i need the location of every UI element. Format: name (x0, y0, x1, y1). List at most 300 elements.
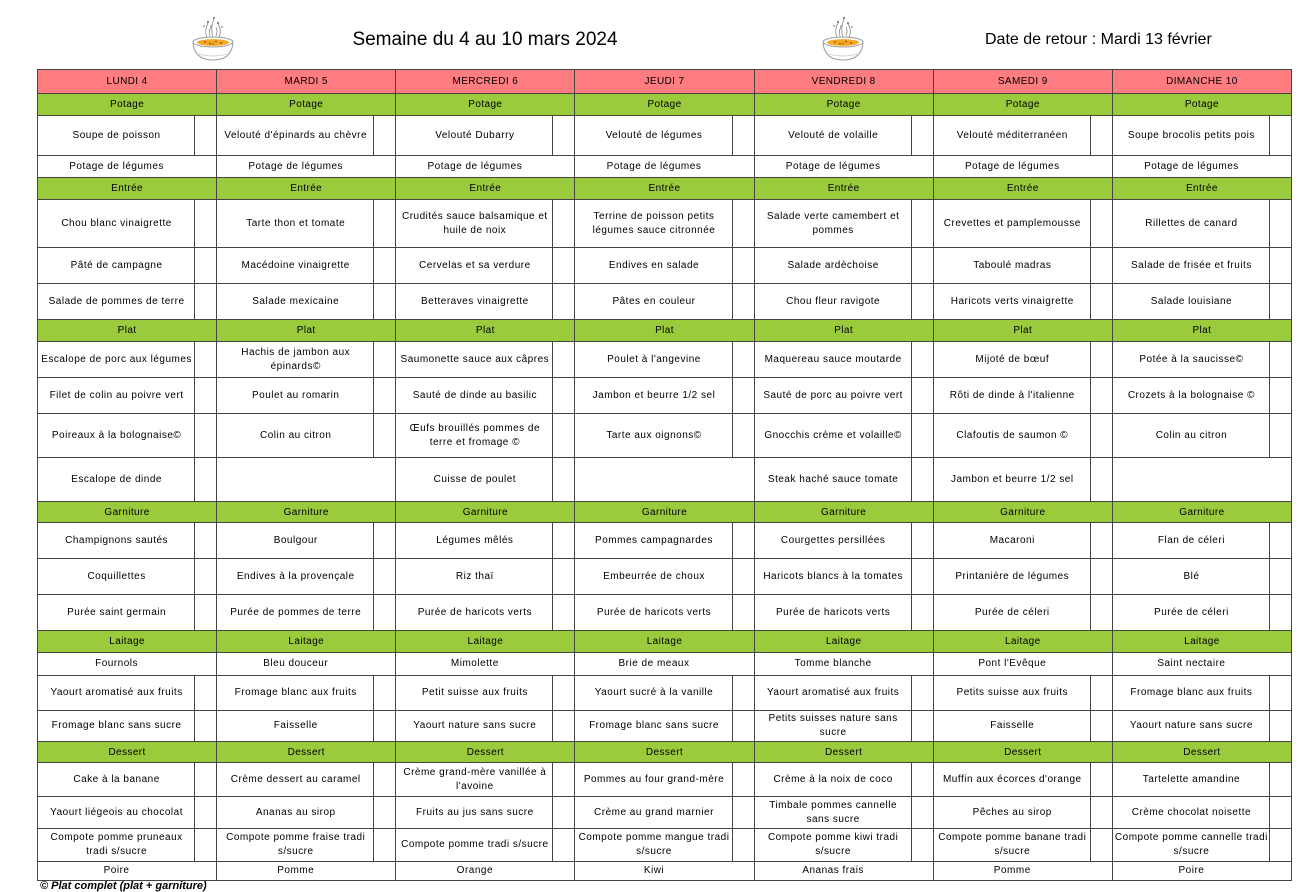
menu-item: Pêches au sirop (972, 806, 1052, 818)
section-header: Entrée (38, 178, 217, 200)
menu-item: Potage de légumes (1144, 160, 1239, 172)
cell-jeudi (575, 116, 754, 156)
cell-samedi (934, 797, 1113, 829)
section-header-row-laitage (38, 631, 1292, 653)
menu-item: Velouté de volaille (788, 129, 879, 141)
section-header: Potage (1113, 94, 1292, 116)
menu-item: Purée de haricots verts (775, 606, 891, 618)
menu-item: Crème à la noix de coco (773, 773, 893, 785)
cell-mardi (217, 414, 396, 458)
menu-item: Escalope de dinde (71, 473, 162, 485)
cell-lundi (38, 829, 217, 862)
menu-item: Purée de céleri (1154, 606, 1229, 618)
menu-item: Sauté de porc au poivre vert (763, 389, 903, 401)
cell-mardi (217, 595, 396, 631)
menu-item: Hachis de jambon aux épinards© (241, 346, 351, 372)
cell-samedi (934, 763, 1113, 797)
menu-item: Fromage blanc aux fruits (234, 687, 357, 698)
menu-item: Riz thaï (455, 570, 494, 582)
cell-mardi (217, 116, 396, 156)
section-header-row-garniture (38, 502, 1292, 523)
menu-item: Yaourt nature sans sucre (413, 720, 537, 731)
cell-mercredi (396, 797, 575, 829)
cell-samedi (934, 378, 1113, 414)
menu-item: Mimolette (450, 658, 499, 669)
section-header: Laitage (1113, 631, 1292, 653)
menu-item: Timbale pommes cannelle sans sucre (769, 799, 898, 825)
day-header-mercredi: MERCREDI 6 (396, 70, 575, 94)
section-header: Entrée (1113, 178, 1292, 200)
menu-item: Flan de céleri (1157, 534, 1225, 546)
cell-mercredi (396, 653, 575, 676)
cell-lundi (38, 763, 217, 797)
cell-jeudi (575, 559, 754, 595)
menu-item: Yaourt aromatisé aux fruits (767, 687, 900, 698)
menu-item: Crozets à la bolognaise © (1127, 389, 1255, 401)
cell-samedi (934, 200, 1113, 248)
cell-dimanche (1113, 342, 1292, 378)
menu-item: Chou blanc vinaigrette (61, 217, 172, 229)
menu-item: Embeurrée de choux (603, 570, 705, 582)
day-header-row (38, 70, 1292, 94)
menu-item: Maquereau sauce moutarde (764, 353, 902, 365)
section-header: Garniture (38, 502, 217, 523)
cell-jeudi (575, 653, 754, 676)
cell-mardi (217, 378, 396, 414)
menu-item: Faisselle (990, 720, 1035, 731)
cell-samedi (934, 676, 1113, 711)
cell-vendredi (755, 378, 934, 414)
cell-vendredi (755, 200, 934, 248)
cell-dimanche (1113, 523, 1292, 559)
section-header: Potage (396, 94, 575, 116)
menu-item: Rôti de dinde à l'italienne (949, 389, 1075, 401)
menu-item: Tarte aux oignons© (606, 429, 702, 441)
menu-item: Poireaux à la bolognaise© (51, 429, 182, 441)
cell-lundi (38, 200, 217, 248)
day-header-samedi: SAMEDI 9 (934, 70, 1113, 94)
cell-jeudi (575, 676, 754, 711)
section-header: Dessert (575, 742, 754, 763)
cell-jeudi (575, 523, 754, 559)
laitage-row (38, 676, 1292, 711)
menu-item: Potage de légumes (427, 160, 523, 172)
cell-mardi (217, 559, 396, 595)
dessert-row (38, 797, 1292, 829)
menu-item: Velouté méditerranéen (956, 129, 1068, 141)
cell-mercredi (396, 378, 575, 414)
cell-dimanche (1113, 595, 1292, 631)
day-header-mardi: MARDI 5 (217, 70, 396, 94)
menu-item: Saumonette sauce aux câpres (400, 353, 550, 365)
section-header-row-plat (38, 320, 1292, 342)
menu-item: Terrine de poisson petits légumes sauce citronnée (592, 210, 716, 236)
menu-item: Yaourt nature sans sucre (1129, 720, 1253, 731)
menu-item: Saint nectaire (1157, 658, 1226, 669)
menu-item: Boulgour (273, 534, 318, 546)
potage-row (38, 116, 1292, 156)
footnote: © Plat complet (plat + garniture) (40, 880, 207, 892)
menu-item: Kiwi (643, 865, 665, 876)
menu-item: Endives à la provençale (236, 570, 355, 582)
menu-item: Tarte thon et tomate (246, 217, 346, 229)
section-header: Plat (755, 320, 934, 342)
menu-item: Salade de pommes de terre (48, 295, 185, 307)
menu-item: Petits suisse aux fruits (956, 687, 1069, 698)
cell-mercredi (396, 595, 575, 631)
cell-lundi (38, 156, 217, 178)
section-header: Plat (934, 320, 1113, 342)
cell-lundi (38, 523, 217, 559)
menu-item: Purée saint germain (67, 606, 167, 618)
cell-vendredi (755, 797, 934, 829)
cell-lundi (38, 862, 217, 881)
menu-item: Crevettes et pamplemousse (943, 217, 1081, 229)
cell-dimanche (1113, 116, 1292, 156)
cell-mardi (217, 653, 396, 676)
cell-dimanche (1113, 156, 1292, 178)
section-header: Potage (934, 94, 1113, 116)
cell-samedi (934, 116, 1113, 156)
cell-mardi (217, 862, 396, 881)
cell-dimanche (1113, 248, 1292, 284)
menu-item: Printanière de légumes (955, 570, 1070, 582)
cell-samedi (934, 595, 1113, 631)
menu-item: Velouté de légumes (605, 129, 703, 141)
dessert-row (38, 862, 1292, 881)
cell-dimanche (1113, 284, 1292, 320)
menu-item: Fournols (95, 658, 139, 669)
menu-item: Haricots blancs à la tomates (763, 570, 903, 582)
cell-mercredi (396, 284, 575, 320)
section-header: Dessert (217, 742, 396, 763)
menu-item: Taboulé madras (973, 259, 1052, 271)
menu-item: Poire (103, 865, 130, 876)
cell-dimanche (1113, 653, 1292, 676)
laitage-row (38, 653, 1292, 676)
cell-jeudi (575, 797, 754, 829)
menu-item: Steak haché sauce tomate (767, 473, 899, 485)
cell-mercredi (396, 248, 575, 284)
menu-item: Compote pomme pruneaux tradi s/sucre (50, 832, 183, 857)
day-header-vendredi: VENDREDI 8 (755, 70, 934, 94)
cell-mardi (217, 248, 396, 284)
cell-jeudi (575, 763, 754, 797)
plat-row (38, 458, 1292, 502)
cell-vendredi (755, 763, 934, 797)
section-header: Plat (575, 320, 754, 342)
cell-jeudi (575, 200, 754, 248)
cell-mercredi (396, 711, 575, 742)
cell-lundi (38, 116, 217, 156)
cell-lundi (38, 378, 217, 414)
menu-item: Crème au grand marnier (594, 806, 714, 818)
cell-mercredi (396, 414, 575, 458)
menu-item: Mijoté de bœuf (975, 353, 1050, 365)
section-header: Garniture (396, 502, 575, 523)
cell-lundi (38, 653, 217, 676)
cell-dimanche (1113, 763, 1292, 797)
menu-item: Fromage blanc aux fruits (1130, 687, 1253, 698)
section-header: Plat (1113, 320, 1292, 342)
cell-lundi (38, 458, 217, 502)
cell-vendredi (755, 458, 934, 502)
entree-row (38, 200, 1292, 248)
cell-lundi (38, 414, 217, 458)
cell-dimanche (1113, 414, 1292, 458)
cell-samedi (934, 342, 1113, 378)
cell-samedi (934, 862, 1113, 881)
section-header: Dessert (755, 742, 934, 763)
cell-jeudi (575, 829, 754, 862)
menu-item: Compote pomme kiwi tradi s/sucre (767, 832, 899, 857)
cell-lundi (38, 559, 217, 595)
menu-item: Salade verte camembert et pommes (766, 210, 900, 236)
menu-item: Compote pomme tradi s/sucre (401, 839, 549, 850)
menu-table (37, 69, 1292, 881)
section-header: Entrée (396, 178, 575, 200)
cell-samedi (934, 156, 1113, 178)
menu-item: Muffin aux écorces d'orange (942, 773, 1082, 785)
soup-bowl-icon (190, 14, 236, 62)
cell-vendredi (755, 414, 934, 458)
cell-lundi (38, 284, 217, 320)
menu-item: Potage de légumes (248, 160, 344, 172)
cell-lundi (38, 711, 217, 742)
cell-samedi (934, 248, 1113, 284)
cell-mercredi (396, 342, 575, 378)
plat-row (38, 342, 1292, 378)
section-header-row-entree (38, 178, 1292, 200)
garniture-row (38, 595, 1292, 631)
menu-item: Bleu douceur (263, 658, 329, 669)
menu-item: Tomme blanche (794, 658, 872, 669)
menu-item: Filet de colin au poivre vert (49, 389, 184, 401)
menu-item: Clafoutis de saumon © (956, 429, 1069, 441)
cell-mercredi (396, 156, 575, 178)
menu-item: Ananas frais (802, 865, 864, 876)
menu-item: Champignons sautés (65, 534, 169, 546)
menu-item: Potage de légumes (964, 160, 1060, 172)
menu-item: Velouté Dubarry (435, 129, 515, 141)
menu-item: Haricots verts vinaigrette (950, 295, 1074, 307)
cell-samedi (934, 523, 1113, 559)
day-header-dimanche: DIMANCHE 10 (1113, 70, 1292, 94)
laitage-row (38, 711, 1292, 742)
cell-samedi (934, 414, 1113, 458)
menu-item: Pommes au four grand-mère (583, 773, 725, 785)
cell-vendredi (755, 829, 934, 862)
section-header-row-potage (38, 94, 1292, 116)
cell-samedi (934, 711, 1113, 742)
cell-mercredi (396, 458, 575, 502)
menu-item: Faisselle (273, 720, 318, 731)
menu-item: Colin au citron (1155, 429, 1228, 441)
menu-item: Salade louisiane (1150, 295, 1233, 307)
menu-item: Compote pomme fraise tradi s/sucre (226, 832, 366, 857)
section-header: Potage (575, 94, 754, 116)
cell-vendredi (755, 284, 934, 320)
section-header: Garniture (934, 502, 1113, 523)
menu-item: Escalope de porc aux légumes (41, 353, 192, 365)
cell-jeudi (575, 711, 754, 742)
cell-vendredi (755, 653, 934, 676)
menu-item: Pomme (277, 865, 315, 876)
cell-samedi (934, 829, 1113, 862)
cell-jeudi (575, 342, 754, 378)
section-header: Dessert (396, 742, 575, 763)
section-header: Garniture (217, 502, 396, 523)
menu-item: Blé (1183, 570, 1200, 582)
section-header: Dessert (934, 742, 1113, 763)
cell-dimanche (1113, 378, 1292, 414)
section-header: Dessert (38, 742, 217, 763)
menu-item: Crème grand-mère vanillée à l'avoine (403, 766, 547, 792)
menu-item: Coquillettes (87, 570, 146, 582)
dessert-row (38, 763, 1292, 797)
menu-item: Légumes mêlés (436, 534, 514, 546)
menu-item: Velouté d'épinards au chèvre (224, 129, 368, 141)
menu-item: Macaroni (989, 534, 1035, 546)
cell-mercredi (396, 676, 575, 711)
cell-dimanche (1113, 829, 1292, 862)
cell-mercredi (396, 559, 575, 595)
menu-item: Tartelette amandine (1142, 773, 1241, 785)
menu-item: Pâtes en couleur (612, 295, 696, 307)
menu-item: Crème dessert au caramel (230, 773, 361, 785)
cell-vendredi (755, 116, 934, 156)
cell-mardi (217, 711, 396, 742)
cell-mardi (217, 284, 396, 320)
potage-row (38, 156, 1292, 178)
menu-item: Orange (456, 865, 494, 876)
section-header: Garniture (575, 502, 754, 523)
section-header: Entrée (934, 178, 1113, 200)
menu-item: Jambon et beurre 1/2 sel (950, 473, 1074, 485)
menu-item: Pomme (993, 865, 1031, 876)
menu-item: Crème chocolat noisette (1131, 806, 1252, 818)
menu-item: Cuisse de poulet (433, 473, 517, 485)
section-header: Entrée (575, 178, 754, 200)
menu-item: Chou fleur ravigote (786, 295, 881, 307)
cell-dimanche (1113, 200, 1292, 248)
plat-row (38, 378, 1292, 414)
page-title: Semaine du 4 au 10 mars 2024 (352, 29, 618, 50)
menu-item: Poulet au romarin (251, 389, 340, 401)
cell-mercredi (396, 200, 575, 248)
day-header-jeudi: JEUDI 7 (575, 70, 754, 94)
menu-item: Fromage blanc sans sucre (51, 720, 182, 731)
section-header: Laitage (38, 631, 217, 653)
menu-item: Purée de céleri (974, 606, 1050, 618)
cell-vendredi (755, 342, 934, 378)
menu-item: Poire (1178, 865, 1205, 876)
menu-item: Fruits au jus sans sucre (416, 806, 534, 818)
section-header: Dessert (1113, 742, 1292, 763)
menu-item: Yaourt aromatisé aux fruits (50, 687, 183, 698)
menu-item: Crudités sauce balsamique et huile de noix (401, 210, 548, 236)
menu-item: Purée de pommes de terre (230, 606, 362, 618)
cell-jeudi (575, 156, 754, 178)
cell-mardi (217, 200, 396, 248)
cell-vendredi (755, 862, 934, 881)
cell-jeudi (575, 284, 754, 320)
cell-dimanche (1113, 711, 1292, 742)
section-header: Laitage (755, 631, 934, 653)
cell-samedi (934, 284, 1113, 320)
cell-mardi (217, 797, 396, 829)
section-header: Laitage (396, 631, 575, 653)
menu-item: Yaourt liégeois au chocolat (50, 806, 183, 818)
cell-dimanche (1113, 676, 1292, 711)
cell-mardi (217, 458, 396, 502)
menu-item: Petit suisse aux fruits (421, 687, 528, 698)
cell-jeudi (575, 378, 754, 414)
entree-row (38, 284, 1292, 320)
cell-mardi (217, 156, 396, 178)
cell-vendredi (755, 156, 934, 178)
cell-mardi (217, 523, 396, 559)
menu-item: Macédoine vinaigrette (241, 259, 350, 271)
section-header: Garniture (1113, 502, 1292, 523)
section-header: Entrée (217, 178, 396, 200)
menu-item: Potage de légumes (785, 160, 881, 172)
cell-lundi (38, 797, 217, 829)
soup-bowl-icon (820, 14, 866, 62)
cell-jeudi (575, 248, 754, 284)
menu-item: Colin au citron (260, 429, 332, 441)
section-header: Potage (755, 94, 934, 116)
cell-mercredi (396, 523, 575, 559)
menu-item: Soupe de poisson (72, 129, 161, 141)
garniture-row (38, 523, 1292, 559)
menu-item: Pommes campagnardes (595, 534, 713, 546)
menu-item: Compote pomme banane tradi s/sucre (938, 832, 1087, 857)
menu-item: Cake à la banane (73, 773, 160, 785)
section-header: Garniture (755, 502, 934, 523)
menu-item: Potée à la saucisse© (1139, 353, 1244, 365)
section-header: Potage (38, 94, 217, 116)
cell-jeudi (575, 862, 754, 881)
menu-item: Sauté de dinde au basilic (412, 389, 537, 401)
section-header-row-dessert (38, 742, 1292, 763)
cell-samedi (934, 653, 1113, 676)
menu-item: Brie de meaux (618, 658, 690, 669)
entree-row (38, 248, 1292, 284)
menu-item: Yaourt sucré à la vanille (594, 687, 714, 698)
dessert-row (38, 829, 1292, 862)
menu-item: Potage de légumes (69, 160, 164, 172)
section-header: Laitage (934, 631, 1113, 653)
cell-dimanche (1113, 862, 1292, 881)
menu-item: Cervelas et sa verdure (419, 259, 531, 271)
cell-vendredi (755, 676, 934, 711)
menu-item: Jambon et beurre 1/2 sel (592, 389, 716, 401)
menu-item: Fromage blanc sans sucre (589, 720, 719, 731)
cell-vendredi (755, 523, 934, 559)
menu-item: Purée de haricots verts (417, 606, 533, 618)
menu-item: Poulet à l'angevine (607, 353, 701, 365)
menu-item: Endives en salade (608, 259, 700, 271)
menu-item: Rillettes de canard (1145, 217, 1238, 229)
section-header: Potage (217, 94, 396, 116)
menu-item: Petits suisses nature sans sucre (768, 713, 898, 738)
menu-item: Betteraves vinaigrette (420, 295, 529, 307)
cell-jeudi (575, 458, 754, 502)
cell-vendredi (755, 595, 934, 631)
menu-item: Pâté de campagne (70, 259, 163, 271)
menu-item: Gnocchis crème et volaille© (764, 429, 902, 441)
